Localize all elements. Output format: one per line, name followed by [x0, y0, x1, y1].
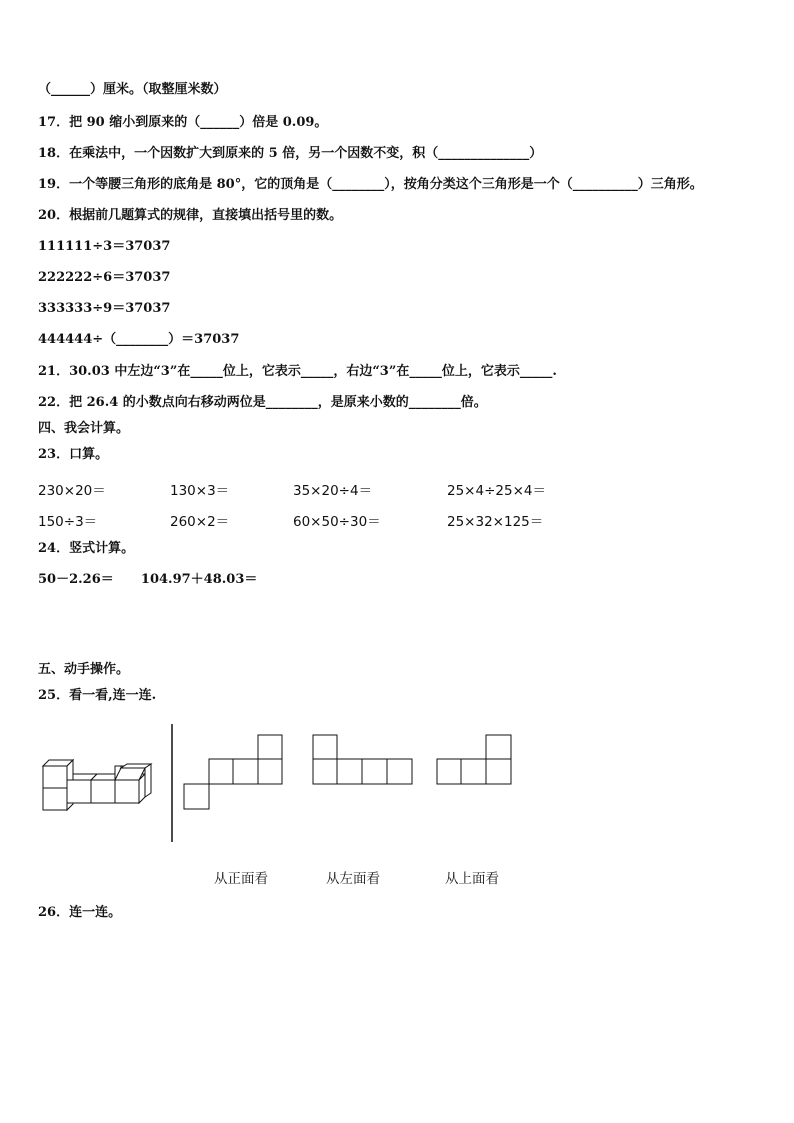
view-diagram-3: [437, 735, 511, 784]
view-diagram-1: [184, 735, 282, 809]
equation-1: 111111÷3＝37037: [38, 239, 171, 254]
equation-4: 444444÷（________）＝37037: [38, 332, 240, 347]
oral-calc-r1c3: 35×20÷4＝: [293, 483, 373, 499]
oral-calc-r1c2: 130×3＝: [170, 483, 230, 499]
section-5-heading: 五、动手操作。: [38, 662, 130, 677]
section-4-heading: 四、我会计算。: [38, 421, 130, 436]
view-diagram-2: [313, 735, 412, 784]
question-24: 24．竖式计算。: [38, 541, 135, 556]
oral-calc-r2c1: 150÷3＝: [38, 514, 98, 530]
question-22: 22．把 26.4 的小数点向右移动两位是________，是原来小数的________倍。: [38, 395, 487, 410]
question-19: 19．一个等腰三角形的底角是 80°，它的顶角是（________），按角分类这个三角形是一个（__________）三角形。: [38, 177, 703, 192]
question-25: 25．看一看,连一连.: [38, 688, 157, 703]
question-17: 17．把 90 缩小到原来的（______）倍是 0.09。: [38, 115, 328, 130]
vertical-calc-expressions: 50－2.26＝ 104.97＋48.03＝: [38, 572, 258, 587]
question-20: 20．根据前几题算式的规律，直接填出括号里的数。: [38, 208, 343, 223]
view-label-top: 从上面看: [445, 871, 499, 887]
oral-calc-r1c4: 25×4÷25×4＝: [447, 483, 546, 499]
question-18: 18．在乘法中，一个因数扩大到原来的 5 倍，另一个因数不变，积（______________）: [38, 146, 543, 161]
view-label-left: 从左面看: [326, 871, 380, 887]
equation-3: 333333÷9＝37037: [38, 301, 171, 316]
q16-tail: （______）厘米。（取整厘米数）: [38, 82, 227, 97]
oral-calc-r2c4: 25×32×125＝: [447, 514, 544, 530]
equation-2: 222222÷6＝37037: [38, 270, 171, 285]
oral-calc-r1c1: 230×20＝: [38, 483, 106, 499]
question-23: 23．口算。: [38, 447, 109, 462]
oral-calc-r2c3: 60×50÷30＝: [293, 514, 381, 530]
view-label-front: 从正面看: [214, 871, 268, 887]
oral-calc-r2c2: 260×2＝: [170, 514, 230, 530]
cube-model: [43, 760, 151, 810]
question-21: 21．30.03 中左边“3”在_____位上，它表示_____，右边“3”在_____位上，它表示_____.: [38, 364, 557, 379]
question-26: 26．连一连。: [38, 905, 122, 920]
